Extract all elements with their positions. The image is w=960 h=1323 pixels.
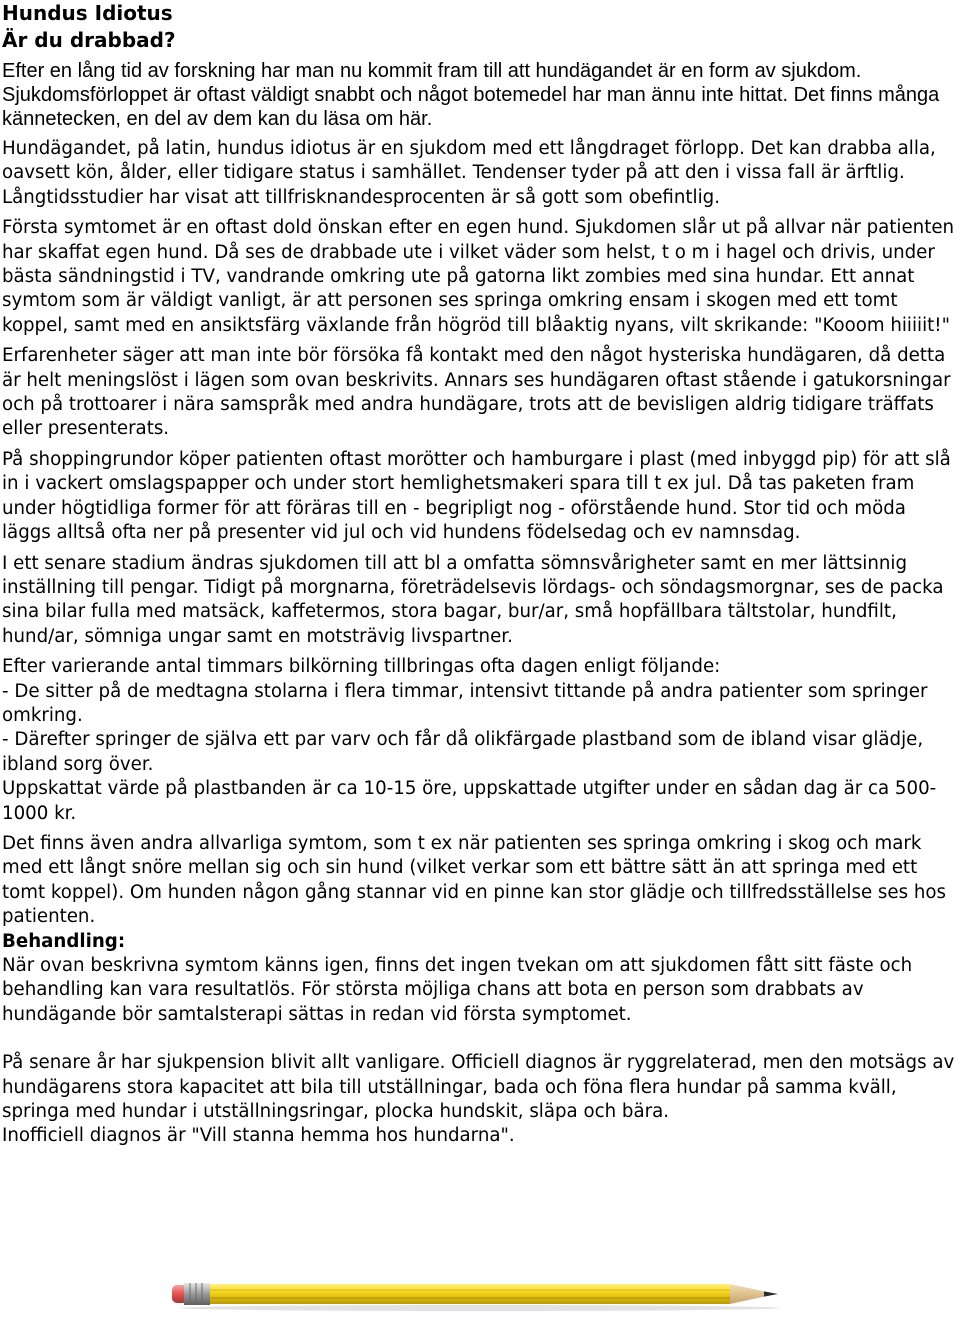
treatment-pension: På senare år har sjukpension blivit allt vanligare. Officiell diagnos är ryggrelaterad, men den motsägs av hundägarens stora kapacitet att bila till utställningar, bada och föna flera hundar på samma kväll, springa med hundar i utställningsringar, plocka hundskit, släpa och bära.: [2, 1052, 955, 1123]
car-section-item-2: - Därefter springer de själva ett par varv och får då olikfärgade plastband som de ibland visar glädje, ibland sorg över.: [2, 729, 924, 775]
car-section-lead: Efter varierande antal timmars bilkörning tillbringas ofta dagen enligt följande:: [2, 656, 721, 678]
car-section: [2, 655, 958, 826]
paragraph-later-stage: I ett senare stadium ändras sjukdomen till att bl a omfatta sömnsvårigheter samt en mer lättsinnig inställning till pengar. Tidigt på morgnarna, företrädelsevis lördags- och söndagsmorgnar, ses de packa sina bilar fulla med matsäck, kaffetermos, stora bagar, bur/ar, små hopfällbara tältstolar, hundfilt, hund/ar, sömniga ungar samt en motsträvig livspartner.: [2, 552, 944, 647]
intro-paragraph: Efter en lång tid av forskning har man nu kommit fram till att hundägandet är en form av sjukdom. Sjukdomsförloppet är oftast väldigt snabbt och något botemedel har man ännu inte hittat. Det finns många kännetecken, en del av dem kan du läsa om här.: [2, 60, 940, 130]
paragraph-contact: Erfarenheter säger att man inte bör försöka få kontakt med den något hysteriska hundägaren, då detta är helt meningslöst i lägen som ovan beskrivits. Annars ses hundägaren oftast stående i gatukorsningar och på trottoarer i nära samspråk med andra hundägare, trots att de bevisligen aldrig tidigare träffats eller presenterats.: [2, 345, 951, 440]
paragraph-first-symptom: Första symtomet är en oftast dold önskan efter en egen hund. Sjukdomen slår ut på allvar när patienten har skaffat egen hund. Då ses de drabbade ute i vilket väder som helst, t o m i hagel och drivis, under bästa sändningstid i TV, vandrande omkring ute på gatorna likt zombies med sina hundar. Ett annat symtom som är väldigt vanligt, är att personen ses springa omkring ensam i skogen med ett tomt koppel, samt med en ansiktsfärg växlande från högröd till blåaktig nyans, vilt skrikande: "Kooom hiiiiit!": [2, 217, 955, 336]
paragraph-shopping: På shoppingrundor köper patienten oftast morötter och hamburgare i plast (med inbyggd pip) för att slå in i vackert omslagspapper och under stort hemlighetsmakeri spara till t ex jul. Då tas paketen fram under högtidliga former för att föräras till en - begripligt nog - oförstående hund. Stor tid och möda läggs alltså ofta ner på presenter vid jul och vid hundens födelsedag och ev namnsdag.: [2, 448, 951, 544]
document-title: Hundus Idiotus: [2, 1, 173, 25]
car-section-item-1: - De sitter på de medtagna stolarna i flera timmar, intensivt tittande på andra patienter som springer omkring.: [2, 680, 928, 726]
treatment-heading: Behandling:: [2, 930, 126, 952]
treatment-section: [2, 930, 958, 1149]
blank-line: [2, 1027, 958, 1051]
paragraph-other-symptoms: Det finns även andra allvarliga symtom, som t ex när patienten ses springa omkring i skog och mark med ett långt snöre mellan sig och sin hund (vilket verkar som ett bättre sätt än att springa med ett tomt koppel). Om hunden någon gång stannar vid en pinne kan stor glädje och tillfredsställelse ses hos patienten.: [2, 832, 946, 928]
car-section-value: Uppskattat värde på plastbanden är ca 10-15 öre, uppskattade utgifter under en sådan dag är ca 500-1000 kr.: [2, 778, 937, 824]
treatment-text: När ovan beskrivna symtom känns igen, finns det ingen tvekan om att sjukdomen fått sitt fäste och behandling kan vara resultatlös. För största möjliga chans att bota en person som drabbats av hundägande bör samtalsterapi sättas in redan vid första symptomet.: [2, 955, 913, 1025]
document-page: [2, 0, 958, 1149]
document-subtitle: Är du drabbad?: [2, 28, 176, 52]
pencil-divider-icon: [170, 1278, 790, 1312]
paragraph-latin-name: Hundägandet, på latin, hundus idiotus är en sjukdom med ett långdraget förlopp. Det kan drabba alla, oavsett kön, ålder, eller tidigare status i samhället. Tendenser tyder på att den i vissa fall är ärftlig. Långtidsstudier har visat att tillfrisknandesprocenten är så gott som obefintlig.: [2, 138, 936, 208]
treatment-diagnosis: Inofficiell diagnos är "Vill stanna hemma hos hundarna".: [2, 1125, 515, 1147]
